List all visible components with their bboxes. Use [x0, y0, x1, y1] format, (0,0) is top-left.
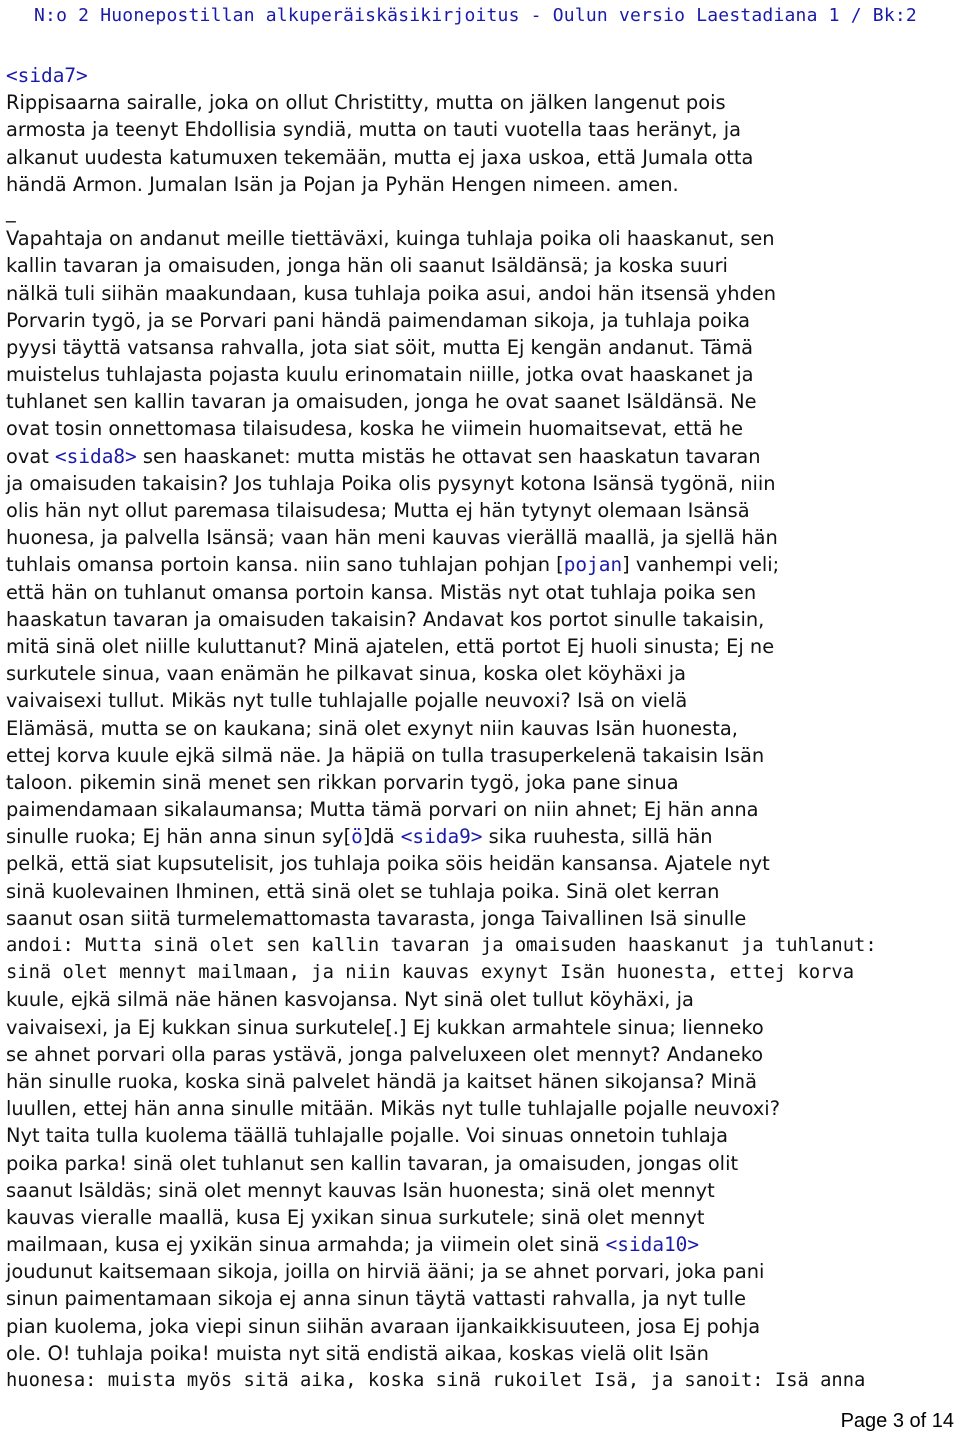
text-line [6, 633, 954, 660]
text-line [6, 1367, 954, 1394]
text-segment: sinä olet mennyt mailmaan, ja niin kauvas exynyt Isän huonesta, ettej korva [6, 962, 855, 984]
text-line [6, 687, 954, 714]
text-line [6, 361, 954, 388]
text-line [6, 1231, 954, 1258]
text-segment: ] vanhempi veli; [622, 553, 780, 577]
text-segment: joudunut kaitsemaan sikoja, joilla on hirviä ääni; ja se ahnet porvari, joka pani [6, 1260, 765, 1284]
text-line [6, 1258, 954, 1285]
text-segment: olis hän nyt ollut paremasa tilaisudesa; Mutta ej hän tytynyt olemaan Isänsä [6, 499, 750, 522]
text-segment: ovat [6, 444, 55, 468]
text-segment: sen haaskanet: mutta mistäs he ottavat sen haaskatun tavaran [136, 444, 761, 468]
text-line [6, 769, 954, 796]
text-segment: armosta ja teenyt Ehdollisia syndiä, mutta on tauti vuotella taas heränyt, ja [6, 118, 741, 142]
text-line [6, 415, 954, 442]
text-line [6, 470, 954, 497]
text-segment: vaivaisexi, ja Ej kukkan sinua surkutele[.] Ej kukkan armahtele sinua; lienneko [6, 1015, 764, 1039]
text-line [6, 1041, 954, 1068]
text-line [6, 1313, 954, 1340]
text-line [6, 1177, 954, 1204]
page-number: Page 3 of 14 [840, 1410, 954, 1432]
text-segment: pyysi täyttä vatsansa rahvalla, jota siat söit, mutta Ej kengän andanut. Tämä [6, 335, 754, 359]
text-line [6, 116, 954, 143]
manuscript-body [6, 62, 954, 1394]
text-line [6, 1150, 954, 1177]
text-line [6, 986, 954, 1013]
text-line [6, 1068, 954, 1095]
text-segment: kallin tavaran ja omaisuden, jonga hän oli saanut Isäldänsä; ja koska suuri [6, 254, 728, 278]
text-line [6, 144, 954, 171]
document-title: N:o 2 Huonepostillan alkuperäiskäsikirjoitus - Oulun versio Laestadiana 1 / Bk:2 [34, 5, 917, 26]
text-segment: paimendamaan sikalaumansa; Mutta tämä porvari on niin ahnet; Ej hän anna [6, 798, 759, 822]
text-line [6, 551, 954, 578]
text-segment: hän sinulle ruoka, koska sinä palvelet händä ja kaitset hänen sikojansa? Minä [6, 1069, 757, 1093]
text-segment: ole. O! tuhlaja poika! muista nyt sitä endistä aikaa, koskas vielä olit Isän [6, 1341, 709, 1365]
text-segment: että hän on tuhlanut omansa portoin kansa. Mistäs nyt otat tuhlaja poika sen [6, 580, 757, 604]
text-line [6, 1285, 954, 1312]
text-segment: kuule, ejkä silmä näe hänen kasvojansa. Nyt sinä olet tullut köyhäxi, ja [6, 988, 694, 1012]
text-segment: mitä sinä olet niille kuluttanut? Minä ajatelen, että portot Ej huoli sinusta; Ej ne [6, 634, 775, 658]
text-segment: tuhlais omansa portoin kansa. niin sano tuhlajan pohjan [ [6, 553, 564, 577]
text-segment: Elämäsä, mutta se on kaukana; sinä olet exynyt niin kauvas Isän huonesta, [6, 716, 738, 740]
text-segment: luullen, ettej hän anna sinulle mitään. Mikäs nyt tulle tuhlajalle pojalle neuvoxi? [6, 1097, 780, 1121]
text-segment: taloon. pikemin sinä menet sen rikkan porvarin tygö, joka pane sinua [6, 770, 679, 794]
text-line [6, 497, 954, 524]
text-line [6, 334, 954, 361]
text-segment: pelkä, että siat kupsutelisit, jos tuhlaja poika söis heidän kansansa. Ajatele nyt [6, 852, 770, 876]
text-segment: mailmaan, kusa ej yxikän sinua armahda; ja viimein olet sinä [6, 1233, 606, 1257]
text-segment: muistelus tuhlajasta pojasta kuulu erinomatain niille, jotka ovat haaskanet ja [6, 363, 754, 387]
text-segment: sinulle ruoka; Ej hän anna sinun sy[ [6, 825, 352, 849]
text-line [6, 1095, 954, 1122]
text-line [6, 1014, 954, 1041]
text-line [6, 307, 954, 334]
text-line [6, 198, 954, 225]
text-line [6, 89, 954, 116]
text-line [6, 823, 954, 850]
text-segment: saanut osan siitä turmelemattomasta tavarasta, jonga Taivallinen Isä sinulle [6, 906, 747, 930]
text-line [6, 252, 954, 279]
text-line [6, 1122, 954, 1149]
page-marker-tag: <sida10> [605, 1233, 700, 1257]
text-segment: ja omaisuden takaisin? Jos tuhlaja Poika olis pysynyt kotona Isänsä tygönä, niin [6, 471, 776, 495]
text-line [6, 225, 954, 252]
text-line [6, 280, 954, 307]
text-line [6, 171, 954, 198]
text-line [6, 878, 954, 905]
text-segment: sika ruuhesta, sillä hän [482, 825, 713, 849]
text-segment: saanut Isäldäs; sinä olet mennyt kauvas Isän huonesta; sinä olet mennyt [6, 1178, 715, 1202]
page-marker-tag: <sida7> [6, 64, 88, 87]
text-line [6, 905, 954, 932]
text-segment: huonesa: muista myös sitä aika, koska sinä rukoilet Isä, ja sanoit: Isä anna [6, 1370, 866, 1391]
text-segment: händä Armon. Jumalan Isän ja Pojan ja Pyhän Hengen nimeen. amen. [6, 172, 679, 196]
text-segment: pian kuolema, joka viepi sinun siihän avaraan ijankaikkisuuteen, josa Ej pohja [6, 1314, 761, 1338]
text-segment: ovat tosin onnettomasa tilaisudesa, koska he viimein huomaitsevat, että he [6, 417, 744, 441]
text-segment: ettej korva kuule ejkä silmä näe. Ja häpiä on tulla trasuperkelenä takaisin Isän [6, 743, 765, 767]
text-segment: Porvarin tygö, ja se Porvari pani händä paimendaman sikoja, ja tuhlaja poika [6, 308, 751, 332]
text-line [6, 715, 954, 742]
text-line [6, 959, 954, 986]
text-line [6, 1204, 954, 1231]
page-marker-tag: <sida9> [400, 825, 483, 849]
text-line [6, 1340, 954, 1367]
text-segment: kauvas vieralle maallä, kusa Ej yxikan sinua surkutele; sinä olet mennyt [6, 1205, 705, 1229]
text-segment: alkanut uudesta katumuxen tekemään, mutta ej jaxa uskoa, että Jumala otta [6, 145, 754, 169]
text-line [6, 742, 954, 769]
text-segment: Rippisaarna sairalle, joka on ollut Christitty, mutta on jälken langenut pois [6, 91, 726, 115]
text-segment: sinun paimentamaan sikoja ej anna sinun täytä vattasti rahvalla, ja nyt tulle [6, 1287, 746, 1311]
text-segment: vaivaisexi tullut. Mikäs nyt tulle tuhlajalle pojalle neuvoxi? Isä on vielä [6, 689, 688, 713]
text-segment: nälkä tuli siihän maakundaan, kusa tuhlaja poika asui, andoi hän itsensä yhden [6, 281, 777, 305]
text-segment: ]dä [362, 825, 401, 849]
text-line [6, 62, 954, 89]
text-segment: tuhlanet sen kallin tavaran ja omaisuden, jonga he ovat saanet Isäldänsä. Ne [6, 390, 757, 414]
page-marker-tag: pojan [563, 553, 623, 577]
text-segment: huonesa, ja palvella Isänsä; vaan hän meni kauvas vierällä maallä, ja sjellä hän [6, 526, 778, 550]
text-segment: andoi: Mutta sinä olet sen kallin tavaran ja omaisuden haaskanut ja tuhlanut: [6, 935, 877, 956]
text-line [6, 850, 954, 877]
text-segment: poika parka! sinä olet tuhlanut sen kallin tavaran, ja omaisuden, jongas olit [6, 1151, 739, 1175]
section-marker: _ [6, 199, 16, 223]
text-segment: se ahnet porvari olla paras ystävä, jonga palveluxeen olet mennyt? Andaneko [6, 1042, 764, 1066]
text-segment: Vapahtaja on andanut meille tiettäväxi, kuinga tuhlaja poika oli haaskanut, sen [6, 227, 775, 251]
text-line [6, 524, 954, 551]
text-line [6, 932, 954, 959]
text-line [6, 796, 954, 823]
page-marker-tag: <sida8> [55, 444, 137, 468]
text-segment: haaskatun tavaran ja omaisuden takaisin? Andavat kos portot sinulle takaisin, [6, 607, 765, 631]
text-line [6, 579, 954, 606]
text-line [6, 388, 954, 415]
text-segment: Nyt taita tulla kuolema täällä tuhlajalle pojalle. Voi sinuas onnetoin tuhlaja [6, 1124, 729, 1148]
page-marker-tag: ö [351, 825, 363, 849]
text-segment: sinä kuolevainen Ihminen, että sinä olet se tuhlaja poika. Sinä olet kerran [6, 879, 720, 903]
text-line [6, 606, 954, 633]
text-segment: surkutele sinua, vaan enämän he pilkavat sinua, koska olet köyhäxi ja [6, 662, 686, 686]
text-line [6, 660, 954, 687]
text-line [6, 443, 954, 470]
